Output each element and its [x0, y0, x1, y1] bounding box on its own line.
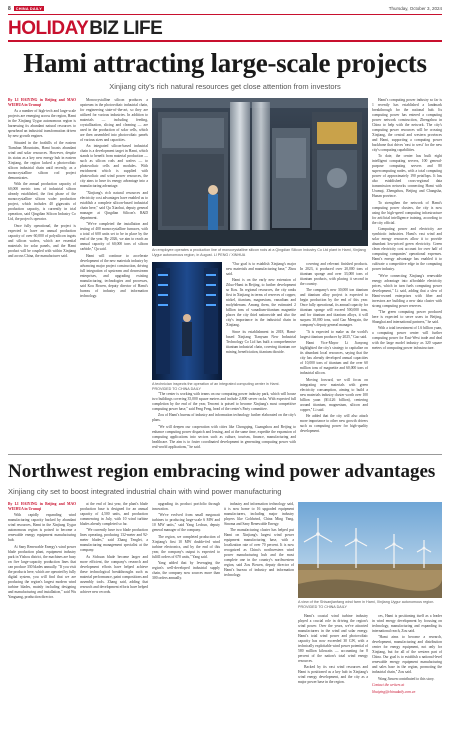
story2-col1 [8, 502, 76, 742]
photo2-caption: A technician inspects the operation of an integrated computing center in Hami. PROVIDED TO CHINA DAILY [152, 382, 280, 391]
paragraph: Backed by its vast wind resources and Hami is positioned as a key hub in Xinjiang's wind energy development, and the city as a major power base in the region. [298, 665, 368, 685]
paragraph: "The center is working with teams on our computing power industry park, which will house two buildings covering 35,000 square meters and include 2,800 server racks. With expected full completion by the end of the year, Tencent is poised to become Xinjiang's most competitive computing power base," said Feng Feng, head of the center's Party committee. [152, 392, 296, 411]
paragraph: Hami is on the early new extension of Ziluo-Hami in Beijing, to further development so Kou. Its regional resources, the city ranks first in Xinjiang in terms of reserves of copper, nickel, titanium, magnesium, vanadium and molybdenum. Among them, the estimated 2 billion tons of vanadium-titanium magnetite places the city third nationwide and also the city's importance in the industrial chain in Xinjiang. [226, 278, 296, 328]
paragraph: "The green computing power produced here is expected to serve users in Beijing, Shanghai and international partners," he said. [372, 309, 442, 324]
story2-contact-email[interactable]: lihaiying@chinadaily.com.cn [372, 689, 416, 694]
section-title [8, 18, 162, 40]
story1-deck: Xinjiang city's rich natural resources get close attention from investors [109, 82, 341, 91]
story1-col3 [226, 262, 296, 380]
story1-col4 [300, 262, 368, 450]
paragraph: Hami will continue to accelerate development of the new materials industry by advancing major project construction, driving full integration of upstream and downstream enterprises, and upgrading existing manufacturing, technologies and processes, said Kou Bowen, deputy director of Hami's bureau of industry and information technology. [80, 253, 148, 298]
paragraph: Hami's coastal wind turbine industry played a crucial role in driving the region's wind power. Over the years, we've attracted manufacturers in the wind and solar energy. Hami's total wind power and photovoltaic capacity has now exceeded 30 GW, with a technically exploitable wind power potential of 580 million kilowatts — accounting for 8 percent of the nation's total wind energy resources. [298, 614, 368, 663]
story1-col5 [372, 98, 442, 450]
paragraph: With the annual production capacity of 60,000 metric tons of industrial silicon already established, the first phase of the monocrystalline silicon wafer production project, which includes 40 gigawatts of production capacity, is currently in trial operation, said Qingdian Silicon Industry Co Ltd, the project's operator. [8, 182, 76, 222]
story2-col4 [224, 502, 294, 742]
paragraph: With a total investment of 1.6 billion yuan, a computing power center will further computing power for East-West trade and deal with the large model industry as 320 square meters of computing power infrastructure. [372, 326, 442, 351]
section-title-part2: BIZ LIFE [89, 18, 163, 39]
paragraph: Wang Jiawen contributed to this story. [378, 676, 435, 681]
windfarm-photo-image [298, 502, 442, 598]
paragraph: "Xinjiang's rich natural resources and electricity cost advantages have enabled us to establish a complete silicon-based industrial chain here," said Qu Xiaohui, deputy general manager at Qingdian Silicon's R&D department. [80, 190, 148, 220]
paragraph: Hami's computing power industry so far is 1 recently has established a landmark breakthrough for the national hub. Its computing power has entered a computing power network construction, Zhengzhou in China to help with the network. The city's computing power resources will be crossing Xinjiang, the central and western provinces and Hami, supporting a computing power backbone that drives 'east to west' for the new city's computing capabilities. [372, 98, 442, 152]
paragraph: upgrading its product portfolio through innovation. [152, 502, 220, 511]
windfarm-caption: A view of the Shisanjianfang wind farm in Hami, Xinjiang Uygur autonomous region. PROVIDED TO CHINA DAILY [298, 600, 435, 609]
paragraph: At Sany Renewable Energy's wind power blade production plant, equipment industry park in Yizhou district, the machines are busy on five large-capacity production lines that can produce 330 blades annually. "If you visit the products here, which are operated by fully digital system, you will find that we are producing the region's largest modern wind turbine blades, mainly including designing and manufacturing and installation," said Wu Yanguang, production director. [8, 544, 76, 599]
paragraph: To date, the center has built eight intelligent computing servers, 100 general-purpose computing servers and 80 supercomputing nodes, with a total computing power of approximately 190 petaflops. It has also established cross-regional data transmission networks connecting Hami with Urumqi, Zhengzhou, Beijing and Changsha, Hunan province. [372, 154, 442, 199]
paragraph: "We've completed the installation and testing of 400 monocrystalline furnaces, with a total of 600 units set to be in place by the end of the year. By 2026, we aim to reach an annual capacity of 60,000 tons of silicon carbide," Qu said. [80, 222, 148, 252]
page-number: 8 [8, 5, 11, 12]
paragraph: Since its establishment in 2018, Hami-based Xinjiang Tianyuan New Industrial Technology Co Ltd has built a comprehensive titanium industrial chain, covering titanium ore mining, beneficiation, titanium dioxide. [226, 329, 296, 354]
factory-photo [152, 98, 368, 246]
page-header [8, 3, 442, 15]
publication-logo: CHINA DAILY [15, 6, 42, 11]
paragraph: "Hami aims to become a research, development, manufacturing and distribution center for energy equipment, not only for Xinjiang, but for all of the western part of China. Our goal is to establish a national-level renewable energy equipment manufacturing and sales base in the region, promoting the industrial chain," Zou said. [372, 635, 442, 675]
paragraph: Zou of Hami's bureau of industry and information technology further elaborated on the city's plans. [152, 413, 296, 423]
story2-contact-label: Contact the writers at [372, 683, 405, 688]
story2-col3 [152, 502, 220, 742]
story2-byline: By LI HAIYING in Beijing and MAO WEIHUA in Urumqi [8, 502, 76, 511]
story2-headline: Northwest region embracing wind power advantages [8, 461, 436, 482]
paragraph: Monocrystalline silicon produces a upstream in the photovoltaic industrial chain, for engineering state-of-the-art, so they are utilized for various industries. In addition to materials — including feeding, crystallization, slicing and cleaning — are used in the production of solar cells, which are then assembled into photovoltaic panels of various sizes and capacities. [80, 98, 148, 142]
paragraph: The company's new 30,000 ton titanium and titanium alloy project is expected to begin production by the end of this year. Once fully operational, its annual capacity for titanium sponge will exceed 500,000 tons, and for titanium and titanium alloys, it will surpass 30,000 tons, said Gao Mengxin, the company's deputy general manager. [300, 288, 368, 328]
paragraph: "We're connecting Xinjiang's renewable energy advantage into affordable electricity prices, which in turn fuels computing power development," Li said, adding that a slew of Hami-owned enterprises with fiber and investors are building a new data cluster with strong computing power reserves. [372, 273, 442, 308]
date-line: Thursday, October 3, 2024 [388, 6, 442, 11]
paragraph: As Sichuan blade become larger and more efficient, the company's research and development efforts have helped achieve these technological breakthroughs such as material performance, paint compositions and assembly tools. Zhang said, adding that research and development efforts have helped achieve new records. [80, 554, 148, 594]
paragraph: ces, Hami is positioning itself as a leader in wind energy development by focusing on technology, manufacturing and expanding its international reach, Zou said. [372, 614, 442, 633]
story2-col6 [372, 614, 442, 742]
paragraph: The region, we completed production of Xinjiang's first 10 MW double-fed wind turbine electronics, and by the end of this year, the company's output is expected to fulfill orders of 670 units," Yang said. [152, 534, 220, 559]
story1-col6 [152, 392, 296, 450]
story-divider [8, 454, 442, 455]
story1-col2 [80, 98, 148, 450]
story1-col1 [8, 98, 76, 450]
story2-col2 [80, 502, 148, 742]
paragraph: Situated in the foothills of the eastern Tianshan Mountains, Hami boasts abundant wind and solar resources. However, despite its status as a key new energy hub in eastern Xinjiang, the region lacked a photovoltaic silicon industrial chain until recently, as a monocrystalline silicon rod project demonstrates. [8, 140, 76, 180]
factory-photo-image [152, 98, 368, 246]
paragraph: With rapidly expanding wind manufacturing capacity backed by abundant wind resources, Hami in the Xinjiang Uygur autonomous region is poised to become a renewable energy equipment manufacturing hub. [8, 513, 76, 543]
paragraph: Hami Vice-Mayor Li Jianyong highlighted the city's strategy to capitalize on its abundant local resources, saying that the city has already developed annual capacities of 10,000 tons of titanium and the over 60 million tons of magnetite and 60,000 tons of industrial silicon. [300, 341, 368, 376]
photo1-caption: An employee operates a production line of monocrystalline silicon rods at a Qingdian Silicon Industry Co Ltd plant in Hami, Xinjiang Uygur autonomous region, in August. LI PENG / XINHUA [152, 248, 366, 257]
paragraph: covering and relevant finished products. In 2023, it produced over 20,000 tons of titanium sponge and over 33,000 tons of titanium products, with placing it second in the country. [300, 262, 368, 286]
paragraph: at the end of last year, the plant's blade production base is designed for an annual capacity of 4,500 units, and production commencing in July, with 10 wind turbine blades already completed so far. [80, 502, 148, 526]
paragraph: industry and information technology said, it is now home to 16 upgraded equipment manufacturers, including major industry players like Goldwind, China Ming Yang, Sinoma and Sany Renewable Energy. [224, 502, 294, 526]
datacenter-photo-image [152, 262, 222, 380]
datacenter-photo [152, 262, 222, 380]
story2-deck: Xinjiang city set to boost integrated industrial chain with wind power manufacturing [8, 487, 282, 496]
paragraph: Yang added that by leveraging the region's well-developed industrial supply chain, the company now sources more than 300 orders annually. [152, 561, 220, 581]
paragraph: Moving forward, we will focus on integrating new materials with green electricity consumption, aiming to build a new materials industry cluster worth over 100 billion yuan ($14.26 billion), centering around titanium, magnesium, silicon and copper," Li said. [300, 377, 368, 412]
paragraph: He added that the city will also attach more importance to other new growth drivers such as computing power for high-quality development. [300, 413, 368, 433]
paragraph: "Our goal is to establish Xinjiang's major new materials and manufacturing base," Zhou said. [226, 262, 296, 276]
paragraph: "We will deepen our cooperation with cities like Chongqing, Guangzhou and Beijing to enhance computing power dispatch and leasing, and at the same time, expedite the expansion of computing applications into sectors such as culture, tourism, finance, manufacturing and healthcare. The aim is to foster coordinated development in generating computing power with real-world applications," he said. [152, 424, 296, 449]
paragraph: An integrated silicon-based industrial chain is a development target in Hami, which stands to benefit from material production — such as silicon rods and wafers — to photovoltaic cells and modules. With enrichment which is supplied with photovoltaic and wind power resources, the city aims to have its energy advantage into a manufacturing advantage. [80, 144, 148, 189]
paragraph: Once fully operational, the project is expected to have an annual production capacity of over 60,000 of polysilicon ingots and silicon wafers, which are essential materials for solar panels, and the Hami product will be coupled with within Xinjiang and across China, the manufacturer said. [8, 223, 76, 258]
paragraph: As a number of high-tech and large-scale projects are emerging across the region, Hami in the Xinjiang Uygur autonomous region is harnessing its abundant natural resources to spearhead an industrial transformation driven by new growth engines. [8, 109, 76, 139]
story1-byline: By LI HAIYING in Beijing and MAO WEIHUA in Urumqi [8, 98, 76, 107]
paragraph: To strengthen the network of Hami's computing power clusters, the city is now using the high-speed computing infrastructure for artificial intelligence training, according to the city official. [372, 200, 442, 225]
section-title-part1: HOLIDAY [8, 18, 89, 39]
section-rule [8, 40, 442, 42]
paragraph: Computing power and electricity are symbiotic industries. Hami's vast wind and solar energy resources allow it to provide abundant low-priced green electricity. Green clean electricity cost account for over half of computing companies' operational expenses. Hami's energy advantage has enabled it to cultivate a competitive edge in the computing power industry. [372, 227, 442, 272]
paragraph: "We've evolved from small megawatt turbines to producing large-scale 6 MW and 10 MW units," said Yang Lechun, deputy general manager of the company. [152, 513, 220, 533]
story1-headline: Hami attracting large-scale projects [23, 48, 427, 78]
paragraph: "We currently have two blade production lines operating, producing 132-meter and 92-meter blades," said Zhang Tenglei, a manufacturing management specialist at the company. [80, 528, 148, 553]
windfarm-photo [298, 502, 442, 598]
paragraph: "It is expected to make us the world's largest titanium producer by 2025," Gao said. [300, 329, 368, 339]
story2-col5 [298, 614, 368, 742]
paragraph: The manufacturing cluster has helped put Hami on Xinjiang's largest wind power equipment manufacturing base, with a localization rate of over 70 percent. It is now recognized as China's northwestern wind power manufacturing hub and the most complete one in the country's northwestern region, said Zou Bowen, deputy director of Hami's bureau of industry and information technology. [224, 528, 294, 578]
